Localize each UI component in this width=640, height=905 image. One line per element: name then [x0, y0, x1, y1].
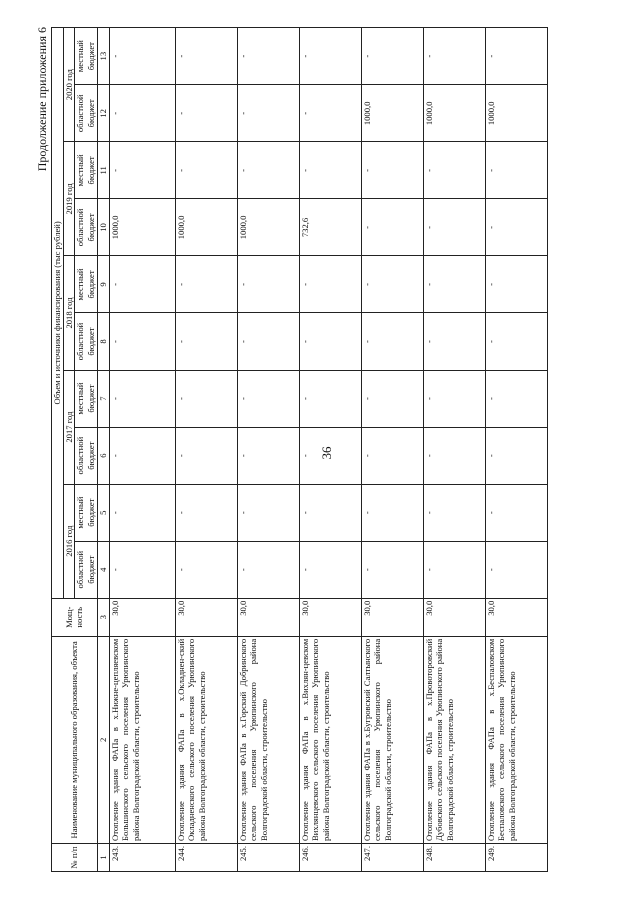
- funding-value: -: [109, 427, 175, 484]
- funding-value: -: [175, 85, 237, 142]
- funding-value: -: [423, 427, 485, 484]
- funding-value: -: [109, 28, 175, 85]
- column-index: 12: [97, 85, 109, 142]
- column-index: 2: [97, 636, 109, 843]
- page-number: 36: [319, 446, 334, 460]
- funding-value: -: [175, 541, 237, 598]
- funding-value: -: [423, 313, 485, 370]
- header-name: Наименование муниципального образования, объекта: [52, 636, 98, 843]
- row-number: 249.: [485, 843, 547, 871]
- funding-value: -: [109, 313, 175, 370]
- funding-value: -: [423, 370, 485, 427]
- funding-value: -: [237, 427, 299, 484]
- funding-value: -: [423, 28, 485, 85]
- funding-value: -: [237, 28, 299, 85]
- funding-value: -: [109, 370, 175, 427]
- header-regional-budget: областной бюджет: [75, 427, 97, 484]
- header-funding: Объем и источники финансирования (тыс рублей): [52, 28, 64, 599]
- funding-value: -: [109, 85, 175, 142]
- funding-value: -: [237, 256, 299, 313]
- funding-value: 1000,0: [237, 199, 299, 256]
- funding-value: -: [175, 313, 237, 370]
- capacity-value: 30,0: [109, 598, 175, 636]
- column-index: 10: [97, 199, 109, 256]
- funding-value: -: [299, 28, 361, 85]
- funding-table: [51, 27, 548, 872]
- funding-value: -: [299, 484, 361, 541]
- funding-value: 1000,0: [175, 199, 237, 256]
- funding-value: -: [109, 256, 175, 313]
- header-year: 2018 год: [63, 256, 75, 370]
- funding-value: -: [109, 541, 175, 598]
- capacity-value: 30,0: [299, 598, 361, 636]
- funding-value: -: [175, 370, 237, 427]
- funding-value: -: [299, 370, 361, 427]
- object-name: Отопление здания ФАПа в х.Вихлян-цевском Вихлянцевского сельского поселения Урюпинского района Волгоградской области, строительство: [299, 636, 361, 843]
- funding-value: -: [485, 484, 547, 541]
- funding-value: -: [361, 370, 423, 427]
- funding-value: -: [423, 142, 485, 199]
- funding-value: -: [299, 85, 361, 142]
- column-index: 4: [97, 541, 109, 598]
- continuation-label: Продолжение приложения 6: [35, 27, 49, 172]
- funding-value: -: [299, 541, 361, 598]
- header-year: 2017 год: [63, 370, 75, 484]
- funding-value: -: [485, 427, 547, 484]
- column-index: 7: [97, 370, 109, 427]
- table-row: [237, 28, 299, 872]
- row-number: 247.: [361, 843, 423, 871]
- table-row: [109, 28, 175, 872]
- column-index: 13: [97, 28, 109, 85]
- header-local-budget: местный бюджет: [75, 256, 97, 313]
- table-row: [175, 28, 237, 872]
- object-name: Отопление здания ФАПа в х.Бугровский Салтынского сельского поселения Урюпинского района Волгоградской области, строительство: [361, 636, 423, 843]
- funding-value: -: [109, 484, 175, 541]
- rotated-table-area: [35, 27, 605, 872]
- funding-value: -: [485, 199, 547, 256]
- object-name: Отопление здания ФАПа в х.Горский Добринского сельского поселения Урюпинского района Волгоградской области, строительство: [237, 636, 299, 843]
- header-local-budget: местный бюджет: [75, 142, 97, 199]
- funding-value: -: [361, 541, 423, 598]
- funding-value: -: [237, 541, 299, 598]
- capacity-value: 30,0: [361, 598, 423, 636]
- funding-value: 1000,0: [361, 85, 423, 142]
- funding-value: 732,6: [299, 199, 361, 256]
- funding-value: -: [299, 256, 361, 313]
- funding-value: -: [423, 484, 485, 541]
- funding-value: -: [237, 313, 299, 370]
- funding-value: -: [237, 142, 299, 199]
- funding-value: -: [175, 484, 237, 541]
- header-regional-budget: областной бюджет: [75, 313, 97, 370]
- funding-value: -: [361, 199, 423, 256]
- funding-value: 1000,0: [485, 85, 547, 142]
- funding-value: -: [361, 28, 423, 85]
- header-capacity: Мощ-ность: [52, 598, 98, 636]
- header-num: № п/п: [52, 843, 98, 871]
- table-row: [423, 28, 485, 872]
- header-regional-budget: областной бюджет: [75, 199, 97, 256]
- column-index: 5: [97, 484, 109, 541]
- funding-value: -: [485, 28, 547, 85]
- capacity-value: 30,0: [423, 598, 485, 636]
- funding-value: -: [485, 313, 547, 370]
- table-row: [485, 28, 547, 872]
- funding-value: -: [423, 256, 485, 313]
- funding-value: -: [299, 313, 361, 370]
- funding-value: -: [361, 427, 423, 484]
- object-name: Отопление здания ФАПа в х.Беспаловском Беспаловского сельского поселения Урюпинского района Волгоградской области, строительство: [485, 636, 547, 843]
- column-index: 8: [97, 313, 109, 370]
- header-regional-budget: областной бюджет: [75, 541, 97, 598]
- column-index: 11: [97, 142, 109, 199]
- funding-value: -: [361, 313, 423, 370]
- header-year: 2019 год: [63, 142, 75, 256]
- object-name: Отопление здания ФАПа в х.Нижне-цепляевском Большинского сельского поселения Урюпинского района Волгоградской области, строительство: [109, 636, 175, 843]
- row-number: 248.: [423, 843, 485, 871]
- table-row: [361, 28, 423, 872]
- object-name: Отопление здания ФАПа в х.Провоторовский Дубовского сельского поселения Урюпинского района Волгоградской области, строительство: [423, 636, 485, 843]
- table-body: [109, 28, 547, 872]
- funding-value: -: [485, 541, 547, 598]
- funding-value: -: [423, 199, 485, 256]
- funding-value: -: [299, 427, 361, 484]
- funding-value: -: [175, 427, 237, 484]
- funding-value: -: [237, 484, 299, 541]
- funding-value: -: [175, 28, 237, 85]
- funding-value: -: [361, 142, 423, 199]
- row-number: 245.: [237, 843, 299, 871]
- funding-value: 1000,0: [109, 199, 175, 256]
- capacity-value: 30,0: [237, 598, 299, 636]
- funding-value: -: [485, 142, 547, 199]
- header-local-budget: местный бюджет: [75, 484, 97, 541]
- table-row: [299, 28, 361, 872]
- capacity-value: 30,0: [485, 598, 547, 636]
- funding-value: -: [237, 85, 299, 142]
- funding-value: -: [361, 256, 423, 313]
- funding-value: -: [423, 541, 485, 598]
- header-regional-budget: областной бюджет: [75, 85, 97, 142]
- header-year: 2016 год: [63, 484, 75, 598]
- funding-value: 1000,0: [423, 85, 485, 142]
- row-number: 246.: [299, 843, 361, 871]
- row-number: 244.: [175, 843, 237, 871]
- funding-value: -: [237, 370, 299, 427]
- header-local-budget: местный бюджет: [75, 370, 97, 427]
- column-index: 6: [97, 427, 109, 484]
- row-number: 243.: [109, 843, 175, 871]
- column-index: 9: [97, 256, 109, 313]
- column-index: 1: [97, 843, 109, 871]
- header-local-budget: местный бюджет: [75, 28, 97, 85]
- object-name: Отопление здания ФАПа в х.Окладнен-ский Окладненского сельского поселения Урюпинского района Волгоградской области, строительство: [175, 636, 237, 843]
- column-index: 3: [97, 598, 109, 636]
- funding-value: -: [361, 484, 423, 541]
- capacity-value: 30,0: [175, 598, 237, 636]
- funding-value: -: [485, 256, 547, 313]
- funding-value: -: [299, 142, 361, 199]
- funding-value: -: [109, 142, 175, 199]
- funding-value: -: [175, 256, 237, 313]
- header-year: 2020 год: [63, 28, 75, 142]
- funding-value: -: [485, 370, 547, 427]
- funding-value: -: [175, 142, 237, 199]
